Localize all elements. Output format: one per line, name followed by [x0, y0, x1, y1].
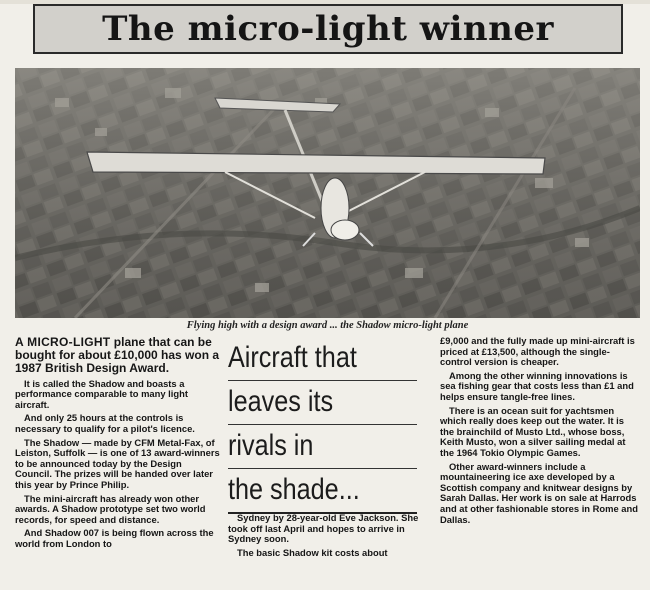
pull-quote-line: rivals in: [228, 428, 417, 469]
photo-caption: Flying high with a design award ... the Shadow micro-light plane: [186, 320, 469, 331]
headline-banner: [33, 4, 623, 54]
lead-paragraph: [15, 336, 220, 376]
lead-rest: plane that can be bought for about £10,000 has won a 1987 British Design Award.: [15, 335, 220, 376]
microlight-photo-illustration: [15, 68, 640, 318]
lead-caps: A MICRO-LIGHT: [15, 335, 111, 349]
middle-text: [228, 513, 426, 558]
article-paragraph: Among the other winning innovations is sea fishing gear that costs less than £1 and helps ensure tangle-free lines.: [440, 369, 634, 402]
pull-quote-line: leaves its: [228, 384, 417, 425]
headline: The micro-light winner: [102, 9, 554, 49]
article-paragraph: The mini-aircraft has already won other awards. A Shadow prototype set two world records, for speed and distance.: [15, 492, 206, 525]
pull-quote: [228, 340, 394, 514]
article-paragraph: There is an ocean suit for yachtsmen which really does keep out the water. It is the brainchild of Musto Ltd., whose boss, Keith Musto, won a silver sailing medal at the 1964 Tokio Olympic Games.: [440, 404, 626, 458]
article-paragraph: £9,000 and the fully made up mini-aircraft is priced at £13,500, although the single-control version is cheaper.: [440, 335, 635, 368]
article-column-left: [15, 336, 220, 553]
article-paragraph: It is called the Shadow and boasts a performance comparable to many light aircraft.: [15, 377, 188, 410]
article-paragraph: The basic Shadow kit costs about: [237, 546, 388, 558]
article-column-right: [440, 336, 640, 528]
article-paragraph: And Shadow 007 is being flown across the world from London to: [15, 527, 214, 549]
article-column-middle: [228, 336, 426, 561]
article-paragraph: The Shadow — made by CFM Metal-Fax, of Leiston, Suffolk — is one of 13 award-winners to be announced today by the Design Council. The prizes will be handed over later this year by Prince Philip.: [15, 436, 220, 490]
aerial-photo: [15, 68, 640, 318]
pull-quote-line: Aircraft that: [228, 340, 417, 381]
article-paragraph: Sydney by 28-year-old Eve Jackson. She took off last April and hopes to arrive in Sydney soon.: [228, 512, 419, 545]
article-paragraph: And only 25 hours at the controls is necessary to qualify for a pilot's licence.: [15, 412, 195, 434]
pull-quote-line: the shade...: [228, 472, 417, 514]
article-paragraph: Other award-winners include a mountaineering ice axe developed by a Scottish company and knitwear designs by Sarah Dallas. Her work is on sale at Harrods and at other fashionable stores in Rome and Dallas.: [440, 460, 638, 525]
